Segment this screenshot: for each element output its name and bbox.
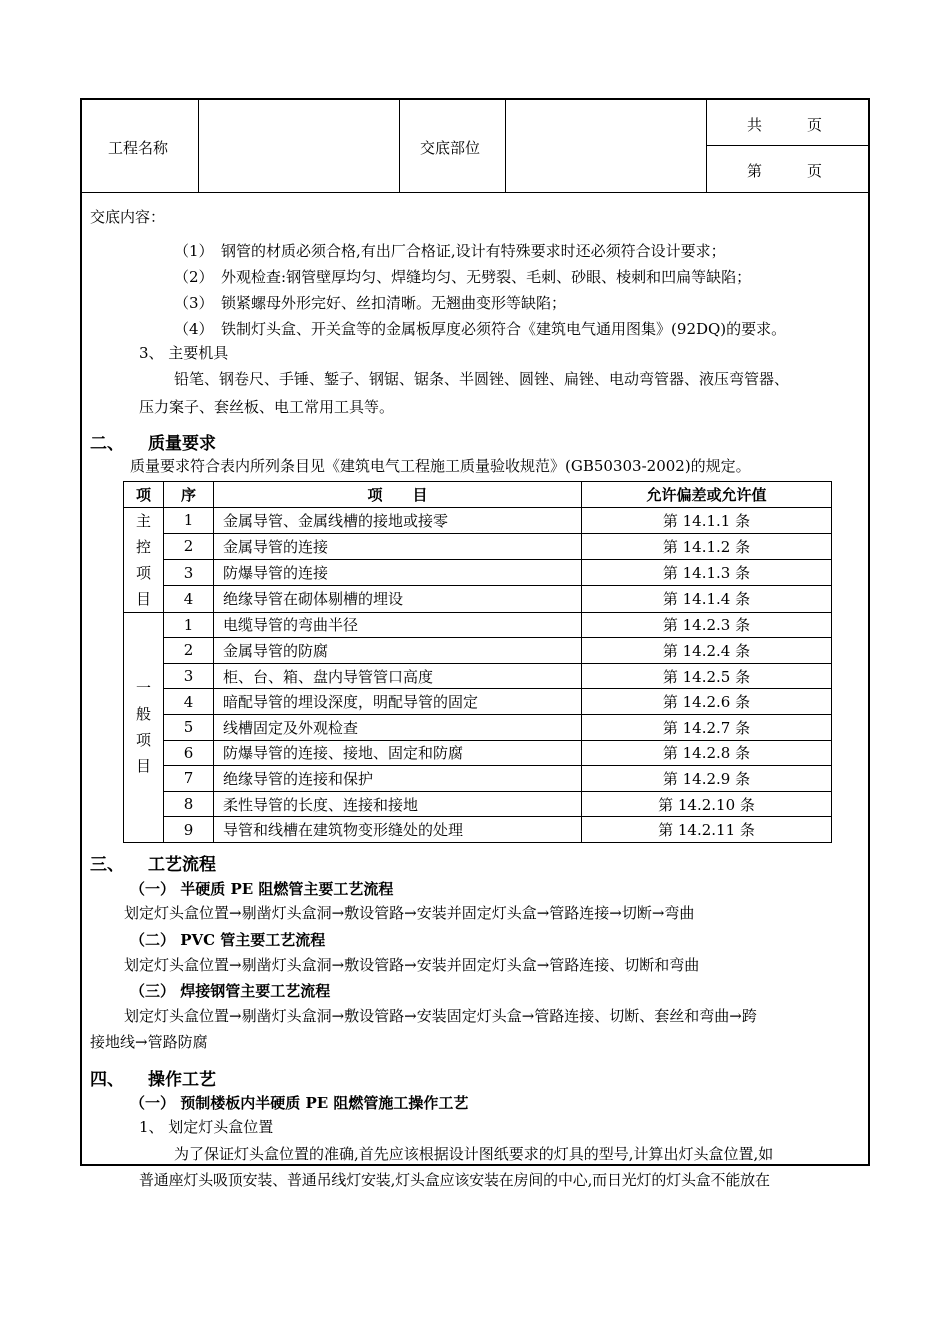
material-item: （4） 铁制灯头盒、开关盒等的金属板厚度必须符合《建筑电气通用图集》(92DQ)的要求。 bbox=[174, 320, 787, 338]
row-value: 第 14.1.1 条 bbox=[582, 507, 832, 533]
subsection-title: （三） 焊接钢管主要工艺流程 bbox=[130, 982, 331, 1000]
row-value: 第 14.2.5 条 bbox=[582, 663, 832, 689]
row-item: 柔性导管的长度、连接和接地 bbox=[214, 791, 582, 817]
row-value: 第 14.2.7 条 bbox=[582, 714, 832, 740]
table-row bbox=[124, 791, 832, 817]
divider bbox=[706, 100, 707, 192]
row-item: 电缆导管的弯曲半径 bbox=[214, 612, 582, 638]
table-row bbox=[124, 689, 832, 715]
row-value: 第 14.2.9 条 bbox=[582, 766, 832, 792]
content-label: 交底内容： bbox=[90, 208, 166, 226]
row-number: 6 bbox=[164, 740, 214, 766]
category-char: 控 bbox=[135, 537, 151, 556]
row-number: 3 bbox=[164, 560, 214, 586]
section-number: 二、 bbox=[90, 434, 124, 454]
row-item: 防爆导管的连接、接地、固定和防腐 bbox=[214, 740, 582, 766]
table-header-row bbox=[124, 482, 832, 508]
row-value: 第 14.1.4 条 bbox=[582, 586, 832, 612]
material-item: （2） 外观检查:钢管壁厚均匀、焊缝均匀、无劈裂、毛刺、砂眼、棱刺和凹扁等缺陷； bbox=[174, 268, 752, 286]
row-number: 7 bbox=[164, 766, 214, 792]
row-number: 1 bbox=[164, 612, 214, 638]
row-value: 第 14.2.8 条 bbox=[582, 740, 832, 766]
tools-heading: 3、 主要机具 bbox=[139, 344, 229, 362]
paragraph-line: 普通座灯头吸顶安装、普通吊线灯安装,灯头盒应该安装在房间的中心,而日光灯的灯头盒不能放在 bbox=[139, 1171, 770, 1189]
table-row bbox=[124, 533, 832, 559]
handover-part-label: 交底部位 bbox=[420, 139, 481, 157]
process-flow: 划定灯头盒位置→剔凿灯头盒洞→敷设管路→安装并固定灯头盒→管路连接、切断和弯曲 bbox=[124, 956, 700, 974]
subsection-title: （二） PVC 管主要工艺流程 bbox=[130, 931, 326, 949]
step-heading: 1、 划定灯头盒位置 bbox=[139, 1118, 274, 1136]
tools-line: 压力案子、套丝板、电工常用工具等。 bbox=[139, 398, 395, 416]
row-item: 金属导管的连接 bbox=[214, 533, 582, 559]
table-row bbox=[124, 612, 832, 638]
divider bbox=[198, 100, 199, 192]
column-header: 项 目 bbox=[214, 482, 582, 508]
row-item: 柜、台、箱、盘内导管管口高度 bbox=[214, 663, 582, 689]
quality-intro: 质量要求符合表内所列条目见《建筑电气工程施工质量验收规范》(GB50303-2002)的规定。 bbox=[130, 457, 751, 475]
category-char: 项 bbox=[135, 563, 151, 582]
table-row bbox=[124, 714, 832, 740]
row-number: 2 bbox=[164, 533, 214, 559]
category-char: 目 bbox=[135, 589, 151, 608]
row-item: 金属导管、金属线槽的接地或接零 bbox=[214, 507, 582, 533]
header-table bbox=[82, 100, 868, 193]
row-number: 8 bbox=[164, 791, 214, 817]
table-row bbox=[124, 817, 832, 843]
material-item: （1） 钢管的材质必须合格,有出厂合格证,设计有特殊要求时还必须符合设计要求； bbox=[174, 242, 726, 260]
row-value: 第 14.2.6 条 bbox=[582, 689, 832, 715]
section-number: 三、 bbox=[90, 855, 124, 875]
process-flow: 划定灯头盒位置→剔凿灯头盒洞→敷设管路→安装并固定灯头盒→管路连接→切断→弯曲 bbox=[124, 904, 695, 922]
table-row bbox=[124, 663, 832, 689]
subsection-title: （一） 半硬质 PE 阻燃管主要工艺流程 bbox=[130, 880, 394, 898]
column-header: 项 bbox=[124, 482, 164, 508]
row-value: 第 14.1.3 条 bbox=[582, 560, 832, 586]
row-item: 导管和线槽在建筑物变形缝处的处理 bbox=[214, 817, 582, 843]
row-item: 防爆导管的连接 bbox=[214, 560, 582, 586]
table-row bbox=[124, 740, 832, 766]
total-pages: 共 页 bbox=[747, 116, 823, 134]
row-number: 2 bbox=[164, 638, 214, 664]
tools-line: 铅笔、钢卷尺、手锤、錾子、钢锯、锯条、半圆锉、圆锉、扁锉、电动弯管器、液压弯管器、 bbox=[174, 370, 790, 388]
category-char: 一 bbox=[135, 679, 151, 698]
section-heading: 操作工艺 bbox=[148, 1070, 216, 1090]
category-char: 项 bbox=[135, 731, 151, 750]
row-item: 暗配导管的埋设深度，明配导管的固定 bbox=[214, 689, 582, 715]
row-item: 绝缘导管的连接和保护 bbox=[214, 766, 582, 792]
divider bbox=[706, 145, 868, 146]
main-category-cell bbox=[124, 507, 164, 612]
row-value: 第 14.2.3 条 bbox=[582, 612, 832, 638]
row-number: 4 bbox=[164, 586, 214, 612]
table-row bbox=[124, 507, 832, 533]
column-header: 序 bbox=[164, 482, 214, 508]
row-item: 绝缘导管在砌体剔槽的埋设 bbox=[214, 586, 582, 612]
row-number: 3 bbox=[164, 663, 214, 689]
table-row bbox=[124, 638, 832, 664]
row-number: 9 bbox=[164, 817, 214, 843]
row-value: 第 14.2.10 条 bbox=[582, 791, 832, 817]
document-frame bbox=[80, 98, 870, 1189]
row-number: 5 bbox=[164, 714, 214, 740]
row-number: 1 bbox=[164, 507, 214, 533]
table-row bbox=[124, 766, 832, 792]
row-item: 金属导管的防腐 bbox=[214, 638, 582, 664]
table-row bbox=[124, 586, 832, 612]
section-number: 四、 bbox=[90, 1070, 124, 1090]
process-flow: 接地线→管路防腐 bbox=[90, 1033, 208, 1051]
row-value: 第 14.1.2 条 bbox=[582, 533, 832, 559]
project-name-label: 工程名称 bbox=[108, 139, 169, 157]
column-header: 允许偏差或允许值 bbox=[582, 482, 832, 508]
page-number: 第 页 bbox=[747, 162, 823, 180]
quality-table bbox=[123, 481, 832, 843]
subsection-title: （一） 预制楼板内半硬质 PE 阻燃管施工操作工艺 bbox=[130, 1094, 469, 1112]
category-char: 目 bbox=[135, 757, 151, 776]
general-category-cell bbox=[124, 612, 164, 842]
category-char: 主 bbox=[135, 511, 151, 530]
section-heading: 质量要求 bbox=[148, 434, 216, 454]
paragraph-line: 为了保证灯头盒位置的准确,首先应该根据设计图纸要求的灯具的型号,计算出灯头盒位置,如 bbox=[174, 1145, 774, 1163]
divider bbox=[505, 100, 506, 192]
row-value: 第 14.2.11 条 bbox=[582, 817, 832, 843]
material-item: （3） 锁紧螺母外形完好、丝扣清晰。无翘曲变形等缺陷； bbox=[174, 294, 567, 312]
row-number: 4 bbox=[164, 689, 214, 715]
section-heading: 工艺流程 bbox=[148, 855, 216, 875]
table-row bbox=[124, 560, 832, 586]
divider bbox=[399, 100, 400, 192]
row-value: 第 14.2.4 条 bbox=[582, 638, 832, 664]
process-flow: 划定灯头盒位置→剔凿灯头盒洞→敷设管路→安装固定灯头盒→管路连接、切断、套丝和弯曲→跨 bbox=[124, 1007, 757, 1025]
row-item: 线槽固定及外观检查 bbox=[214, 714, 582, 740]
category-char: 般 bbox=[135, 705, 151, 724]
